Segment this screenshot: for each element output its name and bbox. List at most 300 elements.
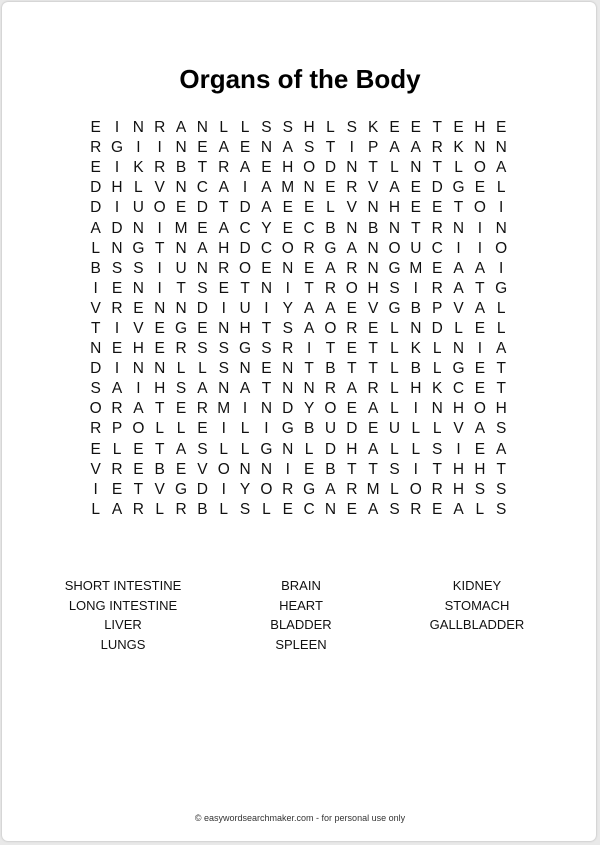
grid-letter[interactable]: C [196,179,208,197]
grid-letter[interactable]: I [114,199,120,217]
grid-letter[interactable]: R [218,159,230,177]
grid-letter[interactable]: H [367,279,379,297]
grid-letter[interactable]: N [196,119,208,137]
grid-letter[interactable]: R [431,480,443,498]
grid-letter[interactable]: A [261,199,272,217]
grid-letter[interactable]: E [346,340,357,358]
grid-letter[interactable]: N [90,340,102,358]
grid-letter[interactable]: E [303,460,315,478]
grid-letter[interactable]: B [325,360,336,378]
grid-letter[interactable]: A [325,480,336,498]
grid-letter[interactable]: I [413,460,418,478]
grid-letter[interactable]: L [454,319,463,337]
grid-letter[interactable]: L [454,159,463,177]
grid-letter[interactable]: A [218,219,229,237]
grid-letter[interactable]: D [324,440,337,458]
grid-letter[interactable]: A [197,380,208,398]
grid-letter[interactable]: T [347,460,357,478]
grid-letter[interactable]: D [431,179,443,197]
grid-letter[interactable]: E [496,119,507,137]
grid-letter[interactable]: L [198,360,207,378]
grid-letter[interactable]: A [453,279,464,297]
grid-letter[interactable]: E [474,360,486,378]
grid-letter[interactable]: R [175,340,187,358]
grid-letter[interactable]: A [496,440,507,458]
grid-letter[interactable]: I [349,139,354,157]
grid-letter[interactable]: G [110,139,124,157]
grid-letter[interactable]: E [261,360,272,378]
grid-letter[interactable]: O [473,199,486,217]
grid-letter[interactable]: R [90,139,102,157]
grid-letter[interactable]: N [431,400,443,418]
grid-letter[interactable]: O [260,480,273,498]
grid-letter[interactable]: P [432,299,443,317]
grid-letter[interactable]: S [197,440,208,458]
grid-letter[interactable]: N [303,179,315,197]
grid-letter[interactable]: R [282,340,294,358]
grid-letter[interactable]: M [281,179,295,197]
grid-letter[interactable]: R [431,139,443,157]
grid-letter[interactable]: O [324,400,337,418]
grid-letter[interactable]: Y [303,400,315,418]
grid-letter[interactable]: R [410,500,422,518]
grid-letter[interactable]: V [133,319,144,337]
grid-letter[interactable]: O [217,460,230,478]
grid-letter[interactable]: L [326,199,335,217]
grid-letter[interactable]: E [346,400,357,418]
grid-letter[interactable]: O [388,239,401,257]
grid-letter[interactable]: D [90,360,102,378]
grid-letter[interactable]: E [175,460,187,478]
grid-letter[interactable]: D [196,199,208,217]
grid-letter[interactable]: N [367,199,379,217]
grid-letter[interactable]: E [111,480,123,498]
grid-letter[interactable]: G [495,279,508,297]
grid-letter[interactable]: M [217,400,231,418]
grid-letter[interactable]: A [346,239,357,257]
grid-letter[interactable]: I [306,340,312,358]
grid-letter[interactable]: G [175,480,188,498]
grid-letter[interactable]: I [242,179,248,197]
grid-letter[interactable]: T [453,199,464,217]
grid-letter[interactable]: E [197,139,208,157]
grid-letter[interactable]: N [175,239,187,257]
grid-letter[interactable]: A [133,400,144,418]
grid-letter[interactable]: L [432,420,442,438]
grid-letter[interactable]: T [154,400,165,418]
grid-letter[interactable]: A [389,179,400,197]
grid-letter[interactable]: L [326,119,335,137]
grid-letter[interactable]: R [175,500,187,518]
grid-letter[interactable]: A [453,259,464,277]
grid-letter[interactable]: E [133,460,144,478]
grid-letter[interactable]: S [197,279,208,297]
grid-letter[interactable]: P [111,420,123,438]
grid-letter[interactable]: S [282,119,293,137]
grid-letter[interactable]: A [175,119,187,137]
grid-letter[interactable]: D [196,480,208,498]
grid-letter[interactable]: V [154,480,165,498]
grid-letter[interactable]: U [410,239,422,257]
grid-letter[interactable]: B [325,219,336,237]
grid-letter[interactable]: S [389,279,400,297]
grid-letter[interactable]: T [261,380,272,398]
grid-letter[interactable]: S [432,440,443,458]
grid-letter[interactable]: E [133,299,144,317]
grid-letter[interactable]: E [346,299,357,317]
grid-letter[interactable]: N [410,159,422,177]
grid-letter[interactable]: S [239,500,251,518]
grid-letter[interactable]: E [346,500,357,518]
grid-letter[interactable]: T [411,219,421,237]
grid-letter[interactable]: N [132,360,144,378]
grid-letter[interactable]: E [474,179,486,197]
grid-letter[interactable]: E [325,179,336,197]
grid-letter[interactable]: A [367,440,379,458]
grid-letter[interactable]: N [154,360,166,378]
grid-letter[interactable]: V [154,179,165,197]
grid-letter[interactable]: E [154,319,165,337]
grid-letter[interactable]: G [281,420,294,438]
grid-letter[interactable]: C [431,239,443,257]
grid-letter[interactable]: T [304,279,314,297]
grid-letter[interactable]: N [132,279,144,297]
grid-letter[interactable]: I [221,420,226,438]
grid-letter[interactable]: K [453,139,464,157]
grid-letter[interactable]: H [452,480,465,498]
grid-letter[interactable]: B [154,460,165,478]
grid-letter[interactable]: A [282,139,293,157]
grid-letter[interactable]: E [154,340,165,358]
grid-letter[interactable]: A [218,179,229,197]
grid-letter[interactable]: M [409,259,423,277]
grid-letter[interactable]: N [346,219,358,237]
grid-letter[interactable]: A [197,239,208,257]
grid-letter[interactable]: T [368,159,378,177]
grid-letter[interactable]: E [282,219,293,237]
grid-letter[interactable]: N [495,219,507,237]
grid-letter[interactable]: E [453,119,464,137]
grid-letter[interactable]: L [390,340,399,358]
grid-letter[interactable]: O [495,239,508,257]
grid-letter[interactable]: I [114,319,120,337]
grid-letter[interactable]: L [262,500,271,518]
grid-letter[interactable]: I [477,239,483,257]
grid-letter[interactable]: L [496,319,506,337]
grid-letter[interactable]: T [496,460,506,478]
grid-letter[interactable]: T [197,159,208,177]
grid-letter[interactable]: T [154,239,165,257]
grid-letter[interactable]: G [388,299,401,317]
grid-letter[interactable]: E [197,319,208,337]
grid-letter[interactable]: E [282,199,293,217]
grid-letter[interactable]: R [111,460,123,478]
grid-letter[interactable]: N [260,400,273,418]
grid-letter[interactable]: N [410,319,422,337]
grid-letter[interactable]: L [390,400,399,418]
grid-letter[interactable]: I [242,400,248,418]
grid-letter[interactable]: H [452,460,465,478]
grid-letter[interactable]: L [390,480,399,498]
grid-letter[interactable]: B [410,299,421,317]
grid-letter[interactable]: T [368,360,378,378]
grid-letter[interactable]: E [261,259,272,277]
grid-letter[interactable]: I [413,400,418,418]
grid-letter[interactable]: G [260,440,273,458]
grid-letter[interactable]: T [154,440,165,458]
grid-letter[interactable]: O [473,400,486,418]
grid-letter[interactable]: T [432,119,442,137]
grid-letter[interactable]: V [90,299,101,317]
grid-letter[interactable]: E [432,500,443,518]
grid-letter[interactable]: L [496,179,506,197]
grid-letter[interactable]: E [367,319,379,337]
grid-letter[interactable]: Y [282,299,293,317]
grid-letter[interactable]: I [477,340,483,358]
grid-letter[interactable]: R [346,319,358,337]
grid-letter[interactable]: Y [261,219,272,237]
grid-letter[interactable]: D [324,159,337,177]
grid-letter[interactable]: E [261,159,272,177]
grid-letter[interactable]: H [474,119,486,137]
grid-letter[interactable]: G [452,179,465,197]
grid-letter[interactable]: A [367,500,379,518]
grid-letter[interactable]: I [157,139,162,157]
grid-letter[interactable]: S [197,340,208,358]
grid-letter[interactable]: S [303,139,315,157]
grid-letter[interactable]: E [432,259,443,277]
grid-letter[interactable]: T [325,340,336,358]
grid-letter[interactable]: V [453,299,464,317]
grid-letter[interactable]: K [367,119,379,137]
grid-letter[interactable]: R [196,400,208,418]
grid-letter[interactable]: R [218,259,230,277]
grid-letter[interactable]: I [157,259,162,277]
grid-letter[interactable]: A [474,420,486,438]
grid-letter[interactable]: N [175,299,187,317]
grid-letter[interactable]: S [346,119,357,137]
grid-letter[interactable]: G [388,259,401,277]
grid-letter[interactable]: H [154,380,166,398]
grid-letter[interactable]: E [218,279,229,297]
grid-letter[interactable]: N [175,179,187,197]
grid-letter[interactable]: N [196,259,208,277]
grid-letter[interactable]: N [388,219,401,237]
grid-letter[interactable]: L [91,500,100,518]
grid-letter[interactable]: L [411,440,421,458]
grid-letter[interactable]: T [133,480,144,498]
grid-letter[interactable]: N [367,259,379,277]
grid-letter[interactable]: I [136,380,141,398]
grid-letter[interactable]: I [413,279,418,297]
grid-letter[interactable]: P [367,139,379,157]
grid-letter[interactable]: L [390,360,399,378]
grid-letter[interactable]: U [388,420,401,438]
grid-letter[interactable]: A [346,380,357,398]
grid-letter[interactable]: R [303,239,315,257]
grid-letter[interactable]: C [260,239,273,257]
grid-letter[interactable]: R [111,400,123,418]
grid-letter[interactable]: I [114,360,120,378]
grid-letter[interactable]: I [114,119,120,137]
grid-letter[interactable]: O [324,319,337,337]
grid-letter[interactable]: R [431,279,443,297]
grid-letter[interactable]: L [219,440,229,458]
grid-letter[interactable]: S [474,480,486,498]
grid-letter[interactable]: N [218,380,230,398]
grid-letter[interactable]: T [90,319,101,337]
grid-letter[interactable]: U [132,199,144,217]
grid-letter[interactable]: R [154,119,166,137]
grid-letter[interactable]: A [303,299,315,317]
grid-letter[interactable]: I [93,480,98,498]
grid-letter[interactable]: T [496,360,506,378]
grid-letter[interactable]: S [261,119,272,137]
grid-letter[interactable]: R [431,219,443,237]
grid-letter[interactable]: N [239,460,251,478]
grid-letter[interactable]: O [89,400,102,418]
grid-letter[interactable]: R [90,420,102,438]
grid-letter[interactable]: T [347,360,357,378]
grid-letter[interactable]: A [239,159,251,177]
grid-letter[interactable]: T [475,279,485,297]
grid-letter[interactable]: H [303,119,315,137]
grid-letter[interactable]: S [111,259,123,277]
grid-letter[interactable]: S [218,360,229,378]
grid-letter[interactable]: T [432,460,442,478]
grid-letter[interactable]: E [474,440,486,458]
grid-letter[interactable]: H [388,199,401,217]
grid-letter[interactable]: D [196,299,208,317]
grid-letter[interactable]: N [452,340,465,358]
grid-letter[interactable]: I [285,460,290,478]
grid-letter[interactable]: G [303,480,316,498]
grid-letter[interactable]: I [477,219,483,237]
grid-letter[interactable]: S [389,460,400,478]
grid-letter[interactable]: N [346,159,358,177]
grid-letter[interactable]: E [282,500,293,518]
grid-letter[interactable]: L [240,420,250,438]
grid-letter[interactable]: E [239,139,251,157]
grid-letter[interactable]: E [111,279,123,297]
grid-letter[interactable]: E [410,119,421,137]
grid-letter[interactable]: L [176,420,186,438]
grid-letter[interactable]: E [432,199,443,217]
grid-letter[interactable]: B [197,500,208,518]
grid-letter[interactable]: E [474,380,486,398]
grid-letter[interactable]: E [367,420,379,438]
grid-letter[interactable]: L [390,380,399,398]
grid-letter[interactable]: S [175,380,187,398]
grid-letter[interactable]: D [90,179,102,197]
grid-letter[interactable]: N [260,460,273,478]
grid-letter[interactable]: I [114,159,120,177]
grid-letter[interactable]: S [496,500,507,518]
grid-letter[interactable]: O [132,420,145,438]
grid-letter[interactable]: A [303,319,315,337]
grid-letter[interactable]: K [410,340,421,358]
grid-letter[interactable]: I [157,219,162,237]
grid-letter[interactable]: B [303,420,315,438]
grid-letter[interactable]: N [495,139,507,157]
grid-letter[interactable]: L [432,340,442,358]
grid-letter[interactable]: T [240,279,250,297]
grid-letter[interactable]: A [474,259,486,277]
grid-letter[interactable]: N [239,360,251,378]
grid-letter[interactable]: L [155,500,165,518]
grid-letter[interactable]: L [475,500,485,518]
grid-letter[interactable]: A [325,299,336,317]
grid-letter[interactable]: H [474,460,486,478]
grid-letter[interactable]: V [90,460,101,478]
grid-letter[interactable]: R [324,380,337,398]
grid-letter[interactable]: R [367,380,379,398]
grid-letter[interactable]: D [282,400,294,418]
grid-letter[interactable]: N [260,139,273,157]
grid-letter[interactable]: T [176,279,186,297]
grid-letter[interactable]: Y [239,480,251,498]
grid-letter[interactable]: T [496,380,506,398]
grid-letter[interactable]: T [432,159,442,177]
grid-letter[interactable]: C [239,219,251,237]
grid-letter[interactable]: H [452,400,465,418]
grid-letter[interactable]: N [111,239,123,257]
grid-letter[interactable]: U [175,259,187,277]
grid-letter[interactable]: E [197,420,208,438]
grid-letter[interactable]: H [346,440,358,458]
grid-letter[interactable]: S [90,380,101,398]
grid-letter[interactable]: I [136,139,141,157]
grid-letter[interactable]: L [91,239,100,257]
grid-letter[interactable]: E [90,440,101,458]
grid-letter[interactable]: A [367,400,379,418]
grid-letter[interactable]: I [157,279,162,297]
grid-letter[interactable]: D [346,420,358,438]
grid-letter[interactable]: A [389,139,400,157]
grid-letter[interactable]: E [303,259,315,277]
grid-letter[interactable]: E [90,119,101,137]
grid-letter[interactable]: T [219,199,229,217]
grid-letter[interactable]: V [346,199,357,217]
grid-letter[interactable]: B [90,259,101,277]
grid-letter[interactable]: E [133,440,144,458]
grid-letter[interactable]: L [176,360,186,378]
grid-letter[interactable]: I [264,299,269,317]
grid-letter[interactable]: L [304,440,314,458]
grid-letter[interactable]: O [281,239,294,257]
grid-letter[interactable]: R [324,279,337,297]
grid-letter[interactable]: I [93,279,98,297]
grid-letter[interactable]: D [90,199,102,217]
grid-letter[interactable]: L [134,179,143,197]
grid-letter[interactable]: A [474,299,486,317]
grid-letter[interactable]: T [368,340,378,358]
grid-letter[interactable]: E [389,119,400,137]
grid-letter[interactable]: N [175,139,187,157]
grid-letter[interactable]: N [474,139,486,157]
grid-letter[interactable]: N [282,380,294,398]
grid-letter[interactable]: I [264,420,269,438]
grid-letter[interactable]: A [239,380,251,398]
grid-letter[interactable]: C [303,500,315,518]
grid-letter[interactable]: N [218,319,230,337]
grid-letter[interactable]: S [389,500,400,518]
grid-letter[interactable]: G [239,340,252,358]
grid-letter[interactable]: R [154,159,166,177]
grid-letter[interactable]: E [111,340,123,358]
grid-letter[interactable]: O [473,159,486,177]
grid-letter[interactable]: B [367,219,379,237]
